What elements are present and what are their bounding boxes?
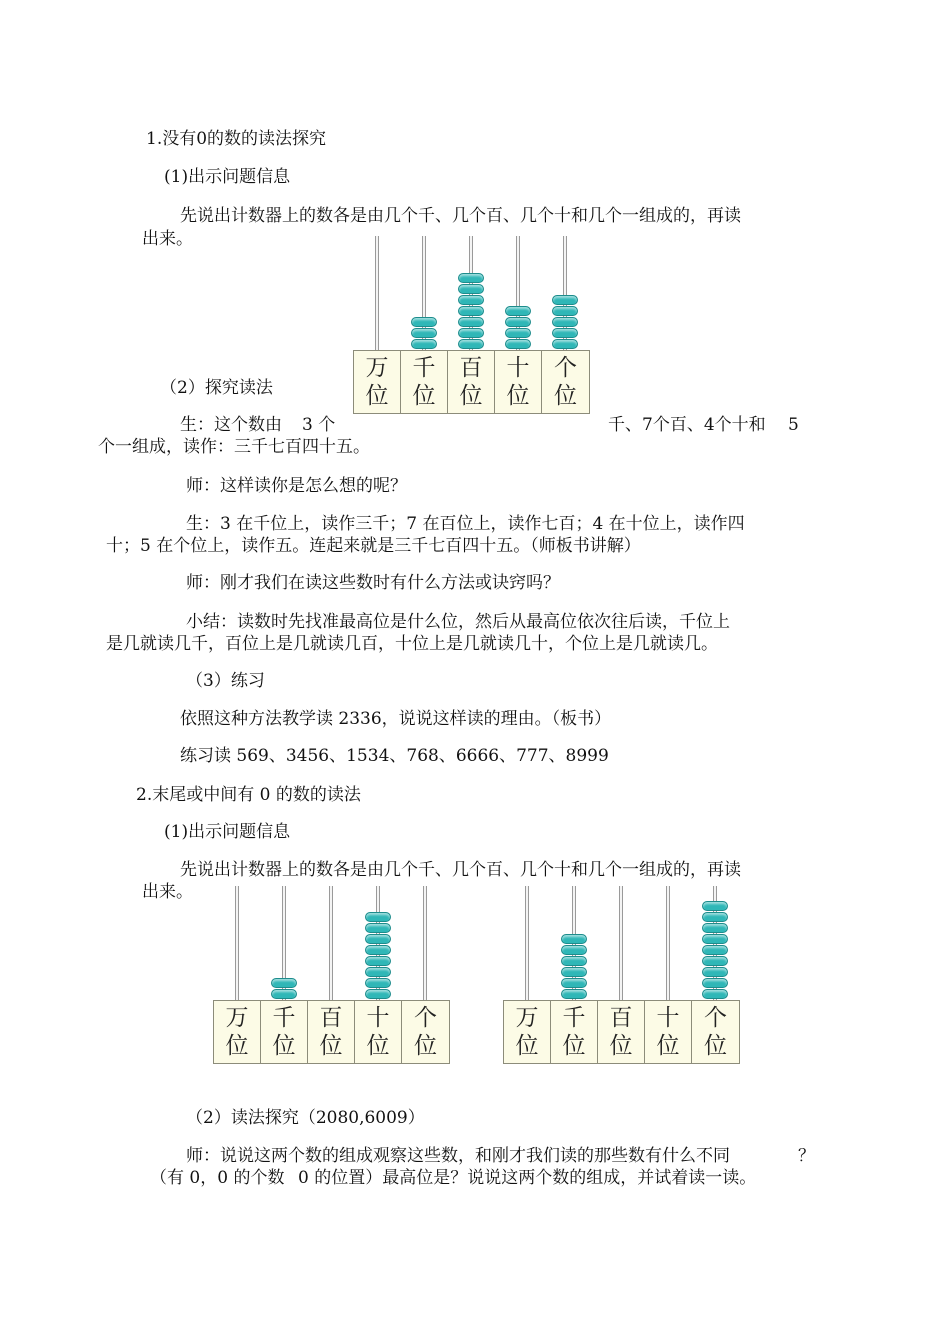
- bead-tens: [365, 923, 391, 933]
- section2-prompt: 先说出计数器上的数各是由几个千、几个百、几个十和几个一组成的，再读: [180, 860, 741, 880]
- place-label-bottom: 位: [459, 383, 483, 409]
- place-label-bottom: 位: [319, 1033, 343, 1059]
- place-label-bottom: 位: [366, 1033, 390, 1059]
- bead-thousands: [411, 339, 437, 349]
- bead-tens: [365, 989, 391, 999]
- rod-ones: [423, 886, 427, 1000]
- place-label-hundreds: [308, 1001, 355, 1063]
- place-label-top: 百: [609, 1005, 633, 1031]
- practice-1: 依照这种方法教学读 2336，说说这样读的理由。（板书）: [180, 709, 612, 729]
- place-label-bottom: 位: [609, 1033, 633, 1059]
- rod-tens: [666, 886, 670, 1000]
- bead-hundreds: [458, 295, 484, 305]
- bead-ones: [702, 923, 728, 933]
- place-label-tens: [645, 1001, 692, 1063]
- place-label-hundreds: [448, 351, 495, 413]
- place-label-thousands: [551, 1001, 598, 1063]
- abacus-base: [353, 350, 590, 414]
- practice-2: 练习读 569、3456、1534、768、6666、777、8999: [180, 746, 609, 766]
- bead-ones: [552, 295, 578, 305]
- bead-thousands: [271, 989, 297, 999]
- place-label-bottom: 位: [272, 1033, 296, 1059]
- bead-thousands: [561, 978, 587, 988]
- bead-hundreds: [458, 273, 484, 283]
- student-answer-1d: 5: [788, 415, 799, 435]
- answer-hint-b: 0 的位置）最高位是？说说这两个数的组成，并试着读一读。: [298, 1168, 757, 1188]
- section2-title: 2.末尾或中间有 0 的数的读法: [136, 785, 361, 805]
- summary-cont: 是几就读几千，百位上是几就读几百，十位上是几就读几十，个位上是几就读几。: [106, 634, 718, 654]
- teacher-question-3-mark: ？: [798, 1146, 815, 1166]
- teacher-question-1: 师：这样读你是怎么想的呢？: [186, 476, 407, 496]
- bead-ones: [702, 945, 728, 955]
- abacus-2: [213, 884, 453, 1066]
- bead-ones: [702, 956, 728, 966]
- bead-thousands: [411, 317, 437, 327]
- place-label-tens: [495, 351, 542, 413]
- rod-hundreds: [619, 886, 623, 1000]
- place-label-bottom: 位: [554, 383, 577, 409]
- abacus-base: [503, 1000, 740, 1064]
- section1-step3: （3）练习: [186, 671, 265, 691]
- place-label-tens: [355, 1001, 402, 1063]
- bead-ones: [702, 989, 728, 999]
- bead-tens: [365, 956, 391, 966]
- section1-prompt-cont: 出来。: [142, 229, 193, 249]
- bead-tens: [365, 978, 391, 988]
- place-label-ten-thousands: [354, 351, 401, 413]
- place-label-top: 十: [366, 1005, 390, 1031]
- bead-hundreds: [458, 339, 484, 349]
- bead-ones: [552, 339, 578, 349]
- bead-hundreds: [458, 317, 484, 327]
- bead-thousands: [561, 989, 587, 999]
- place-label-top: 百: [459, 355, 483, 381]
- student-answer-2-cont: 十；5 在个位上，读作五。连起来就是三千七百四十五。（师板书讲解）: [106, 536, 641, 556]
- place-label-bottom: 位: [515, 1033, 539, 1059]
- bead-ones: [552, 328, 578, 338]
- place-label-hundreds: [598, 1001, 645, 1063]
- place-label-bottom: 位: [412, 383, 436, 409]
- place-label-top: 千: [272, 1005, 296, 1031]
- bead-tens: [365, 934, 391, 944]
- bead-ones: [552, 306, 578, 316]
- abacus-1: [353, 234, 593, 416]
- place-label-bottom: 位: [414, 1033, 437, 1059]
- bead-thousands: [561, 967, 587, 977]
- bead-thousands: [411, 328, 437, 338]
- place-label-ten-thousands: [214, 1001, 261, 1063]
- place-label-bottom: 位: [365, 383, 389, 409]
- place-label-top: 千: [562, 1005, 586, 1031]
- bead-ones: [552, 317, 578, 327]
- rod-ten-thousands: [235, 886, 239, 1000]
- place-label-ones: [692, 1001, 739, 1063]
- student-answer-2: 生：3 在千位上，读作三千；7 在百位上，读作七百；4 在十位上，读作四: [186, 514, 745, 534]
- teacher-question-2: 师：刚才我们在读这些数时有什么方法或诀窍吗？: [186, 573, 560, 593]
- section2-step2: （2）读法探究（2080,6009）: [186, 1108, 425, 1128]
- answer-hint-a: （有 0，0 的个数: [150, 1168, 285, 1188]
- bead-tens: [365, 967, 391, 977]
- student-answer-1b: 3 个: [302, 415, 336, 435]
- place-label-bottom: 位: [225, 1033, 249, 1059]
- bead-hundreds: [458, 328, 484, 338]
- bead-hundreds: [458, 284, 484, 294]
- rod-ten-thousands: [375, 236, 379, 350]
- place-label-top: 万: [365, 355, 389, 381]
- student-answer-1c: 千、7个百、4个十和: [608, 415, 766, 435]
- place-label-thousands: [401, 351, 448, 413]
- place-label-top: 十: [656, 1005, 680, 1031]
- bead-tens: [365, 912, 391, 922]
- abacus-3: [503, 884, 743, 1066]
- bead-thousands: [561, 956, 587, 966]
- section1-title: 1.没有0的数的读法探究: [146, 129, 327, 149]
- bead-thousands: [561, 934, 587, 944]
- place-label-top: 个: [704, 1005, 727, 1031]
- section2-step1: (1)出示问题信息: [164, 822, 291, 842]
- bead-tens: [505, 339, 531, 349]
- bead-thousands: [561, 945, 587, 955]
- place-label-top: 万: [225, 1005, 249, 1031]
- place-label-top: 个: [554, 355, 577, 381]
- student-answer-1a: 生：这个数由: [180, 415, 282, 435]
- bead-tens: [505, 328, 531, 338]
- bead-tens: [505, 317, 531, 327]
- bead-tens: [505, 306, 531, 316]
- bead-ones: [702, 978, 728, 988]
- place-label-bottom: 位: [704, 1033, 727, 1059]
- section1-prompt: 先说出计数器上的数各是由几个千、几个百、几个十和几个一组成的，再读: [180, 206, 741, 226]
- section1-step1: (1)出示问题信息: [164, 167, 291, 187]
- bead-ones: [702, 967, 728, 977]
- place-label-top: 百: [319, 1005, 343, 1031]
- bead-ones: [702, 901, 728, 911]
- bead-tens: [365, 945, 391, 955]
- place-label-top: 个: [414, 1005, 437, 1031]
- place-label-top: 千: [412, 355, 436, 381]
- bead-thousands: [271, 978, 297, 988]
- place-label-ten-thousands: [504, 1001, 551, 1063]
- section1-step2: （2）探究读法: [160, 378, 273, 398]
- rod-ten-thousands: [525, 886, 529, 1000]
- teacher-question-3: 师：说说这两个数的组成观察这些数，和刚才我们读的那些数有什么不同: [186, 1146, 730, 1166]
- place-label-bottom: 位: [506, 383, 530, 409]
- place-label-thousands: [261, 1001, 308, 1063]
- place-label-top: 万: [515, 1005, 539, 1031]
- bead-ones: [702, 912, 728, 922]
- place-label-bottom: 位: [562, 1033, 586, 1059]
- bead-hundreds: [458, 306, 484, 316]
- abacus-base: [213, 1000, 450, 1064]
- bead-ones: [702, 934, 728, 944]
- place-label-ones: [542, 351, 589, 413]
- place-label-bottom: 位: [656, 1033, 680, 1059]
- place-label-ones: [402, 1001, 449, 1063]
- rod-hundreds: [329, 886, 333, 1000]
- summary: 小结：读数时先找准最高位是什么位，然后从最高位依次往后读，千位上: [186, 612, 730, 632]
- place-label-top: 十: [506, 355, 530, 381]
- student-answer-1-cont: 个一组成，读作：三千七百四十五。: [98, 437, 370, 457]
- section2-prompt-cont: 出来。: [142, 882, 193, 902]
